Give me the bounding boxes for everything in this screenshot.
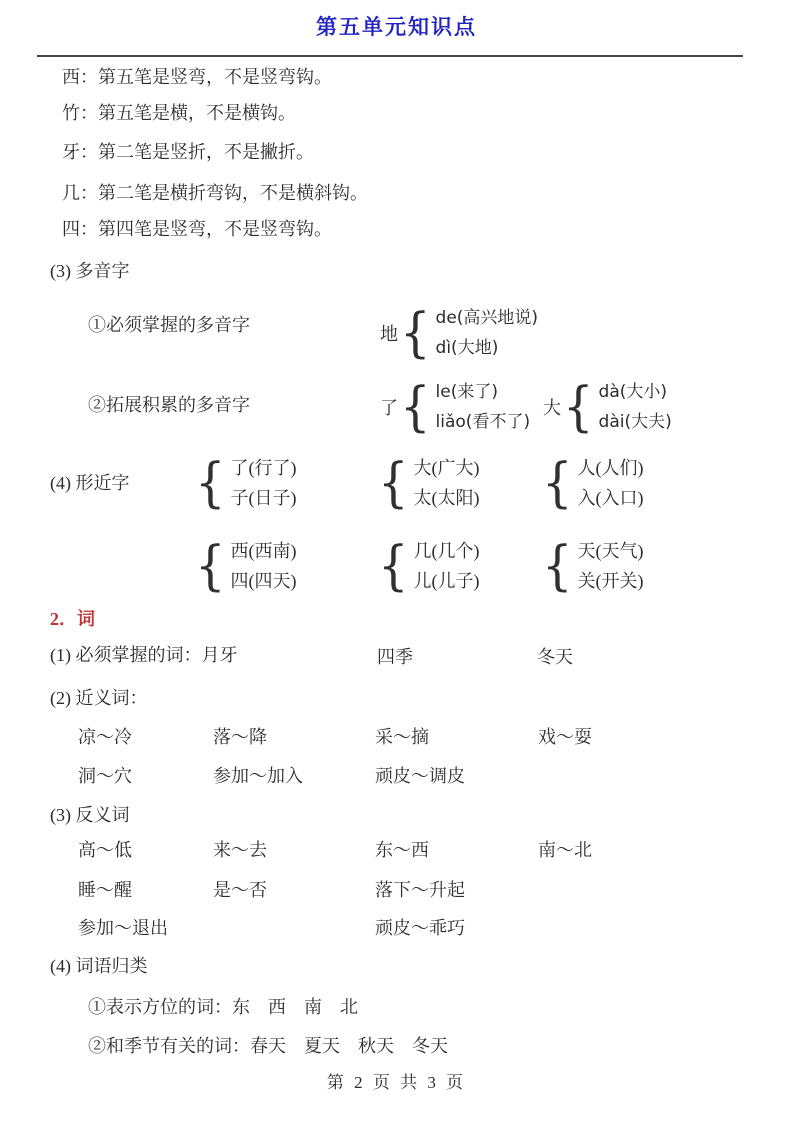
antonym-pair: 东～西	[375, 840, 429, 860]
left-brace: {	[400, 301, 431, 365]
section-heading-similar: (4) 形近字	[50, 473, 130, 493]
required-word: 月牙	[201, 645, 238, 665]
reading: de(高兴地说)	[435, 308, 539, 328]
stroke-note: 竹：第五笔是横，不是横钩。	[62, 103, 296, 123]
left-brace: {	[195, 451, 226, 515]
similar-group	[195, 451, 297, 515]
synonym-pair: 落～降	[213, 727, 267, 747]
left-brace: {	[563, 375, 594, 439]
required-words-line	[50, 644, 238, 666]
section-heading-words: 2．词	[50, 609, 95, 629]
reading: dài(大夫)	[598, 412, 672, 432]
required-word: 冬天	[537, 647, 573, 667]
title-divider	[37, 55, 743, 57]
synonyms-heading: (2) 近义词：	[50, 688, 148, 708]
similar-pair: 了(行了)	[230, 458, 297, 478]
reading: le(来了)	[435, 382, 498, 402]
stroke-note: 几：第二笔是横折弯钩，不是横斜钩。	[62, 183, 368, 203]
reading: dà(大小)	[598, 382, 668, 402]
antonym-pair: 来～去	[213, 840, 267, 860]
polyphonic-required-label: ①必须掌握的多音字	[88, 315, 250, 335]
antonym-pair: 高～低	[78, 840, 132, 860]
polyphonic-group	[543, 375, 672, 439]
similar-group	[195, 534, 297, 598]
similar-pair: 四(四天)	[230, 571, 297, 591]
reading: dì(大地)	[435, 338, 499, 358]
synonym-pair: 顽皮～调皮	[375, 766, 465, 786]
polyphonic-char: 地	[380, 324, 398, 344]
polyphonic-char: 了	[380, 398, 398, 418]
reading: liǎo(看不了)	[435, 412, 531, 432]
polyphonic-char: 大	[543, 398, 561, 418]
similar-pair: 西(西南)	[230, 541, 297, 561]
similar-pair: 子(日子)	[230, 488, 297, 508]
left-brace: {	[378, 451, 409, 515]
antonym-pair: 是～否	[213, 880, 267, 900]
required-words-label: (1) 必须掌握的词：	[50, 645, 202, 665]
antonym-pair: 参加～退出	[78, 918, 168, 938]
synonym-pair: 戏～耍	[538, 727, 592, 747]
synonym-pair: 参加～加入	[213, 766, 303, 786]
section-heading-polyphonic: (3) 多音字	[50, 261, 130, 281]
antonym-pair: 睡～醒	[78, 880, 132, 900]
page-number: 第 2 页 共 3 页	[326, 1073, 467, 1092]
similar-group	[378, 534, 480, 598]
required-word: 四季	[377, 647, 413, 667]
similar-pair: 儿(儿子)	[413, 571, 480, 591]
similar-pair: 人(人们)	[577, 458, 644, 478]
left-brace: {	[400, 375, 431, 439]
stroke-note: 西：第五笔是竖弯，不是竖弯钩。	[62, 67, 332, 87]
antonyms-heading: (3) 反义词	[50, 805, 130, 825]
similar-pair: 太(太阳)	[413, 488, 480, 508]
synonym-pair: 凉～冷	[78, 727, 132, 747]
stroke-note: 四：第四笔是竖弯，不是竖弯钩。	[62, 219, 332, 239]
left-brace: {	[542, 451, 573, 515]
similar-group	[542, 534, 644, 598]
antonym-pair: 落下～升起	[375, 880, 465, 900]
polyphonic-extended-label: ②拓展积累的多音字	[88, 395, 250, 415]
similar-pair: 入(入口)	[577, 488, 644, 508]
page-title: 第五单元知识点	[316, 15, 477, 39]
stroke-note: 牙：第二笔是竖折，不是撇折。	[62, 142, 314, 162]
category-line: ①表示方位的词：东 西 南 北	[88, 997, 358, 1017]
categories-heading: (4) 词语归类	[50, 956, 148, 976]
category-line: ②和季节有关的词：春天 夏天 秋天 冬天	[88, 1036, 448, 1056]
antonym-pair: 顽皮～乖巧	[375, 918, 465, 938]
similar-group	[378, 451, 480, 515]
similar-pair: 几(几个)	[413, 541, 480, 561]
synonym-pair: 洞～穴	[78, 766, 132, 786]
similar-pair: 大(广大)	[413, 458, 480, 478]
left-brace: {	[378, 534, 409, 598]
polyphonic-group	[380, 301, 539, 365]
polyphonic-group	[380, 375, 531, 439]
similar-pair: 关(开关)	[577, 571, 644, 591]
left-brace: {	[195, 534, 226, 598]
left-brace: {	[542, 534, 573, 598]
antonym-pair: 南～北	[538, 840, 592, 860]
synonym-pair: 采～摘	[375, 727, 429, 747]
similar-group	[542, 451, 644, 515]
similar-pair: 天(天气)	[577, 541, 644, 561]
